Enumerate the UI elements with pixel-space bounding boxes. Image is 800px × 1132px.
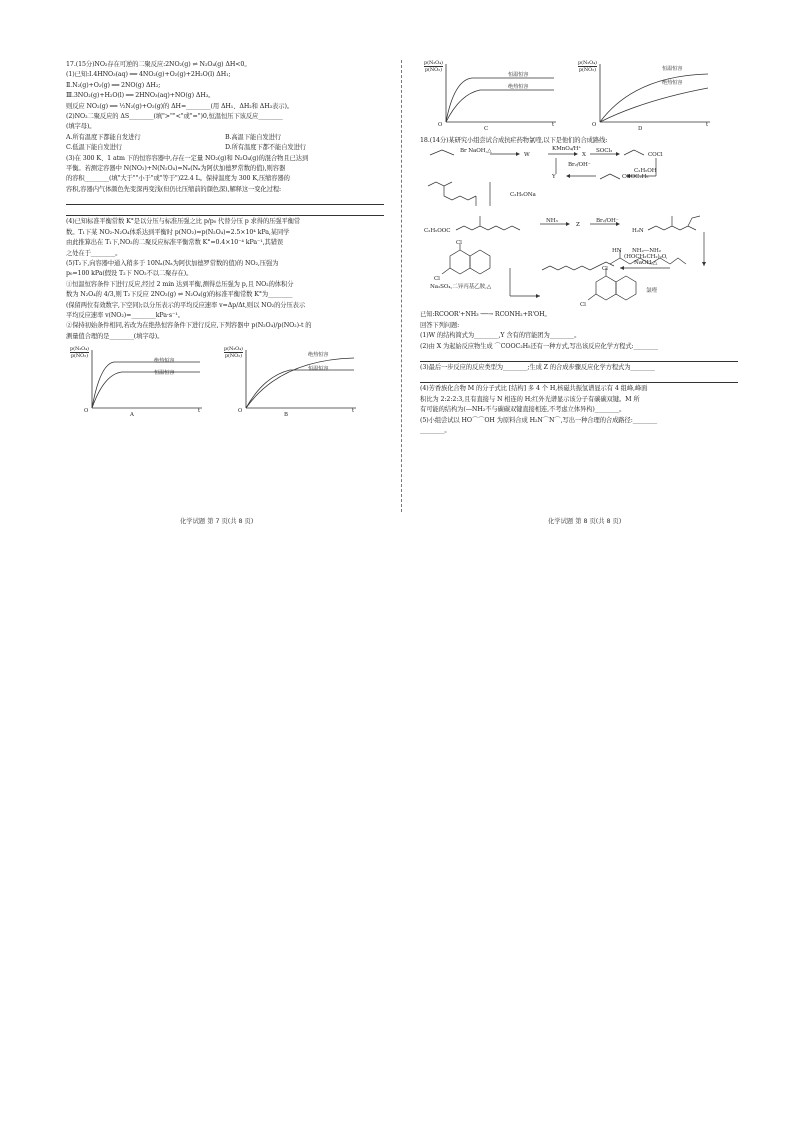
compound-w: W: [524, 152, 530, 159]
chloro-label-4: Cl: [580, 302, 586, 309]
page-7: [66, 60, 384, 418]
series-curve-top: [246, 358, 354, 408]
text-line: 之处在于________。: [66, 249, 122, 257]
graph-y-label: [70, 346, 89, 359]
legend-top: 恒温恒容: [662, 66, 683, 72]
origin-label: O: [238, 408, 243, 415]
concentration-ratio-graph: [220, 346, 360, 418]
y-label-numerator: p(N₂O₄): [70, 346, 89, 353]
option-row: [66, 133, 384, 143]
text-line: 测量值合理的是________(填字母)。: [66, 332, 164, 340]
page-8: [420, 60, 738, 436]
text-line: Ⅲ.3NO₂(g)+H₂O(l) ══ 2HNO₃(aq)+NO(g) ΔH₃。: [66, 92, 215, 100]
text-line: 数。T₁下某 NO₂-N₂O₄体系达到平衡时 p(NO₂)=p(N₂O₄)=2.5×10⁴ kPa,某同学: [66, 228, 290, 236]
option-choice[interactable]: B.高温下能自发进行: [225, 133, 282, 141]
y-label-denominator: p(NO₂): [224, 353, 242, 360]
reagent-9: NH₂—NH₂: [632, 248, 661, 255]
legend-bottom: 绝热恒容: [662, 80, 683, 86]
text-line: 有可能的结构为(—NH₂不与碳碳双键直接相连,不考虑立体异构)________。: [420, 406, 626, 414]
text-line: 容积,容器内气体颜色先变深再变浅(但仍比压缩前的颜色深),解释这一变化过程:: [66, 185, 282, 193]
compound-y: Y: [552, 174, 556, 181]
legend-bottom: 恒温恒容: [154, 370, 175, 377]
y-label-numerator: p(N₂O₄): [578, 60, 597, 66]
text-line: 已知:RCOOR'+NH₃ ──→ RCONH₂+R'OH。: [420, 311, 551, 319]
text-line: (3)在 300 K、1 atm 下的恒容容器中,存在一定量 NO₂(g)和 N₂O₄(g)的混合物且已达到: [66, 154, 309, 162]
y-label-denominator: p(NO₂): [424, 67, 442, 73]
chloro-label-1: Cl: [456, 240, 462, 247]
y-label-denominator: p(NO₂): [70, 353, 88, 360]
option-choice[interactable]: A.所有温度下都能自发进行: [66, 133, 141, 141]
text-line: ①恒温恒容条件下进行反应,经过 2 min 达到平衡,测得总压强为 p,且 NO₂的体积分: [66, 280, 294, 288]
graph-caption: B: [284, 411, 288, 418]
graph-caption: D: [638, 125, 643, 132]
x-axis-label: t: [352, 408, 354, 415]
acyl-chloride: COCl: [648, 152, 663, 159]
chloro-label-3: Cl: [602, 266, 608, 273]
legend-top: 恒温恒容: [508, 72, 529, 78]
text-line: (4)已知标准平衡常数 K°是以分压与标准压强之比 p/p₀ 代替分压 p 求得的压强平衡常: [66, 218, 301, 226]
answer-line[interactable]: [66, 206, 384, 216]
reagent-6: C₂H₅ONa: [510, 192, 536, 199]
legend-top: 绝热恒容: [308, 352, 329, 359]
compound-x: X: [582, 152, 586, 159]
series-curve-bottom: [446, 90, 554, 122]
concentration-ratio-graph: [574, 60, 714, 132]
text-line: p₀=100 kPa(假设 T₂下 NO₂不以二聚存在)。: [66, 270, 193, 278]
answer-line[interactable]: [420, 352, 738, 362]
question-18-title: 18.(14分)某研究小组尝试合成抗疟药物氯喹,以下是他们的合成路线:: [420, 137, 608, 144]
origin-label: O: [84, 408, 89, 415]
reagent-3: SOCl₂: [596, 148, 613, 155]
text-line: 回答下列问题:: [420, 321, 460, 329]
answer-line[interactable]: [420, 373, 738, 383]
text-line: 17.(15分)NO₂存在可逆的二聚反应:2NO₂(g) ⇌ N₂O₄(g) ΔH<0。: [66, 61, 251, 68]
page-footer-left: 化学试题 第 7 页(共 8 页): [180, 518, 254, 525]
text-line: 平均反应速率 v(NO₂)=________kPa·s⁻¹。: [66, 311, 184, 319]
reagent-1: Br NaOH,△: [460, 148, 492, 155]
text-line: 由此推算出在 T₁下,NO₂的二聚反应标准平衡常数 K°=0.4×10⁻⁴ kPa⁻¹,其错误: [66, 239, 284, 247]
concentration-ratio-graph: [420, 60, 560, 132]
option-row: [66, 143, 384, 153]
text-line: (5)小组尝试以 HO⌒⌒OH 为原料合成 H₂N⌒N⌒,写出一种合理的合成路径:________: [420, 416, 658, 424]
text-line: 数为 N₂O₄的 4/3,则 T₂下反应 2NO₂(g) ⇌ N₂O₄(g)的标准平衡常数 K°为________: [66, 291, 293, 299]
ester-group: C₂H₅OOC: [424, 228, 451, 235]
text-line: (2)NO₂二聚反应的 ΔS________(填">""<"或"=")0,恒温恒压下该反应________: [66, 113, 283, 121]
y-label-numerator: p(N₂O₄): [424, 60, 443, 66]
text-line: (4)芳香族化合物 M 的分子式比 [结构] 多 4 个 H,核磁共振氢谱显示有 4 组峰,峰面: [420, 385, 648, 393]
x-axis-label: t: [706, 122, 708, 128]
legend-bottom: 绝热恒容: [508, 84, 529, 90]
text-line: 的容积________(填"大于""小于"或"等于")22.4 L。保持温度为 300 K,压缩容器的: [66, 175, 290, 183]
text-line: (保留两位有效数字,下空同);以分压表示的平均反应速率 v=Δp/Δt,则以 NO₂的分压表示: [66, 301, 306, 309]
y-label-denominator: p(NO₂): [578, 67, 596, 73]
series-curve-top: [446, 78, 554, 122]
text-line: 平衡。若测定容器中 N(NO₂)+N(N₂O₄)=Nₐ(Nₐ为阿伏加德罗常数的值),则容器: [66, 165, 286, 173]
y-label-numerator: p(N₂O₄): [224, 346, 243, 353]
graph-caption: C: [484, 125, 489, 132]
reagent-11: NaOH,△: [634, 260, 658, 267]
synthesis-scheme: [420, 146, 738, 310]
hn-label: HN: [612, 248, 622, 255]
graphs-ab: [66, 346, 384, 418]
text-line: (2)由 X 为起始反应物生成 ⌒COOC₂H₅还有一种方式,写出该反应化学方程式:________: [420, 342, 658, 350]
text-line: (填字母)。: [66, 123, 96, 131]
reagent-7: NH₃: [546, 218, 558, 225]
text-line: (3)最后一步反应的反应类型为________;生成 Z 的合成步骤反应化学方程式为________: [420, 364, 655, 372]
legend-bottom: 恒温恒容: [308, 366, 329, 373]
text-line: ________。: [420, 427, 451, 435]
concentration-ratio-graph: [66, 346, 206, 418]
x-axis-label: t: [552, 122, 554, 128]
text-line: (1)已知:Ⅰ.4HNO₃(aq) ══ 4NO₂(g)+O₂(g)+2H₂O(l) ΔH₁;: [66, 71, 231, 79]
compound-z: Z: [576, 222, 580, 229]
page-divider: [401, 60, 402, 512]
origin-label: O: [438, 122, 443, 128]
legend-top: 绝热恒容: [154, 358, 175, 365]
reagent-8: Br₂/OH⁻: [596, 218, 619, 225]
series-curve-bottom: [246, 370, 354, 408]
reagent-5: C₂H₅OH: [634, 168, 657, 175]
graph-y-label: [578, 60, 597, 73]
reagent-12: Na₂SO₄,二异丙基乙胺,△: [430, 284, 492, 291]
reagent-2: KMnO₄/H⁺: [552, 146, 582, 153]
x-axis-label: t: [198, 408, 200, 415]
page-footer-right: 化学试题 第 8 页(共 8 页): [548, 518, 622, 525]
product-name: 氯喹: [646, 288, 657, 295]
series-curve-top: [92, 362, 200, 408]
reagent-10: (HOCH₂CH₂)₂O,: [624, 254, 668, 261]
origin-label: O: [592, 122, 597, 128]
ester: COOC₂H₅: [622, 174, 649, 181]
text-line: (5)T₂下,向容器中通入稍多于 10Nₐ(Nₐ为阿伏加德罗常数的值)的 NO₂,压强为: [66, 259, 279, 267]
text-line: Ⅱ.N₂(g)+O₂(g) ══ 2NO(g) ΔH₂;: [66, 81, 161, 89]
graph-y-label: [224, 346, 243, 359]
option-choice[interactable]: D.所有温度下都不能自发进行: [225, 144, 306, 152]
text-line: 则反应 NO₂(g) ══ ½N₂(g)+O₂(g)的 ΔH=________(用 ΔH₁、ΔH₂和 ΔH₃表示)。: [66, 102, 293, 110]
reagent-4: Br₂/OH⁻: [568, 162, 591, 169]
series-curve-bottom: [92, 372, 200, 408]
option-choice[interactable]: C.低温下能自发进行: [66, 144, 122, 152]
graph-caption: A: [130, 411, 134, 418]
chloro-label-2: Cl: [434, 276, 440, 283]
text-line: 积比为 2:2:2:3,且有直接与 N 相连的 H;红外光谱显示该分子有碳碳双键。M 所: [420, 395, 640, 403]
text-line: ②保持初始条件相同,若改为在绝热恒容条件下进行反应,下列容器中 p(N₂O₄)/p(NO₂)-t 的: [66, 322, 312, 330]
text-line: (1)W 的结构简式为________,Y 含有的官能团为________。: [420, 332, 581, 340]
graph-y-label: [424, 60, 443, 73]
answer-line[interactable]: [66, 195, 384, 205]
graphs-cd: [420, 60, 738, 132]
amine-h2n: H₂N: [632, 228, 644, 235]
